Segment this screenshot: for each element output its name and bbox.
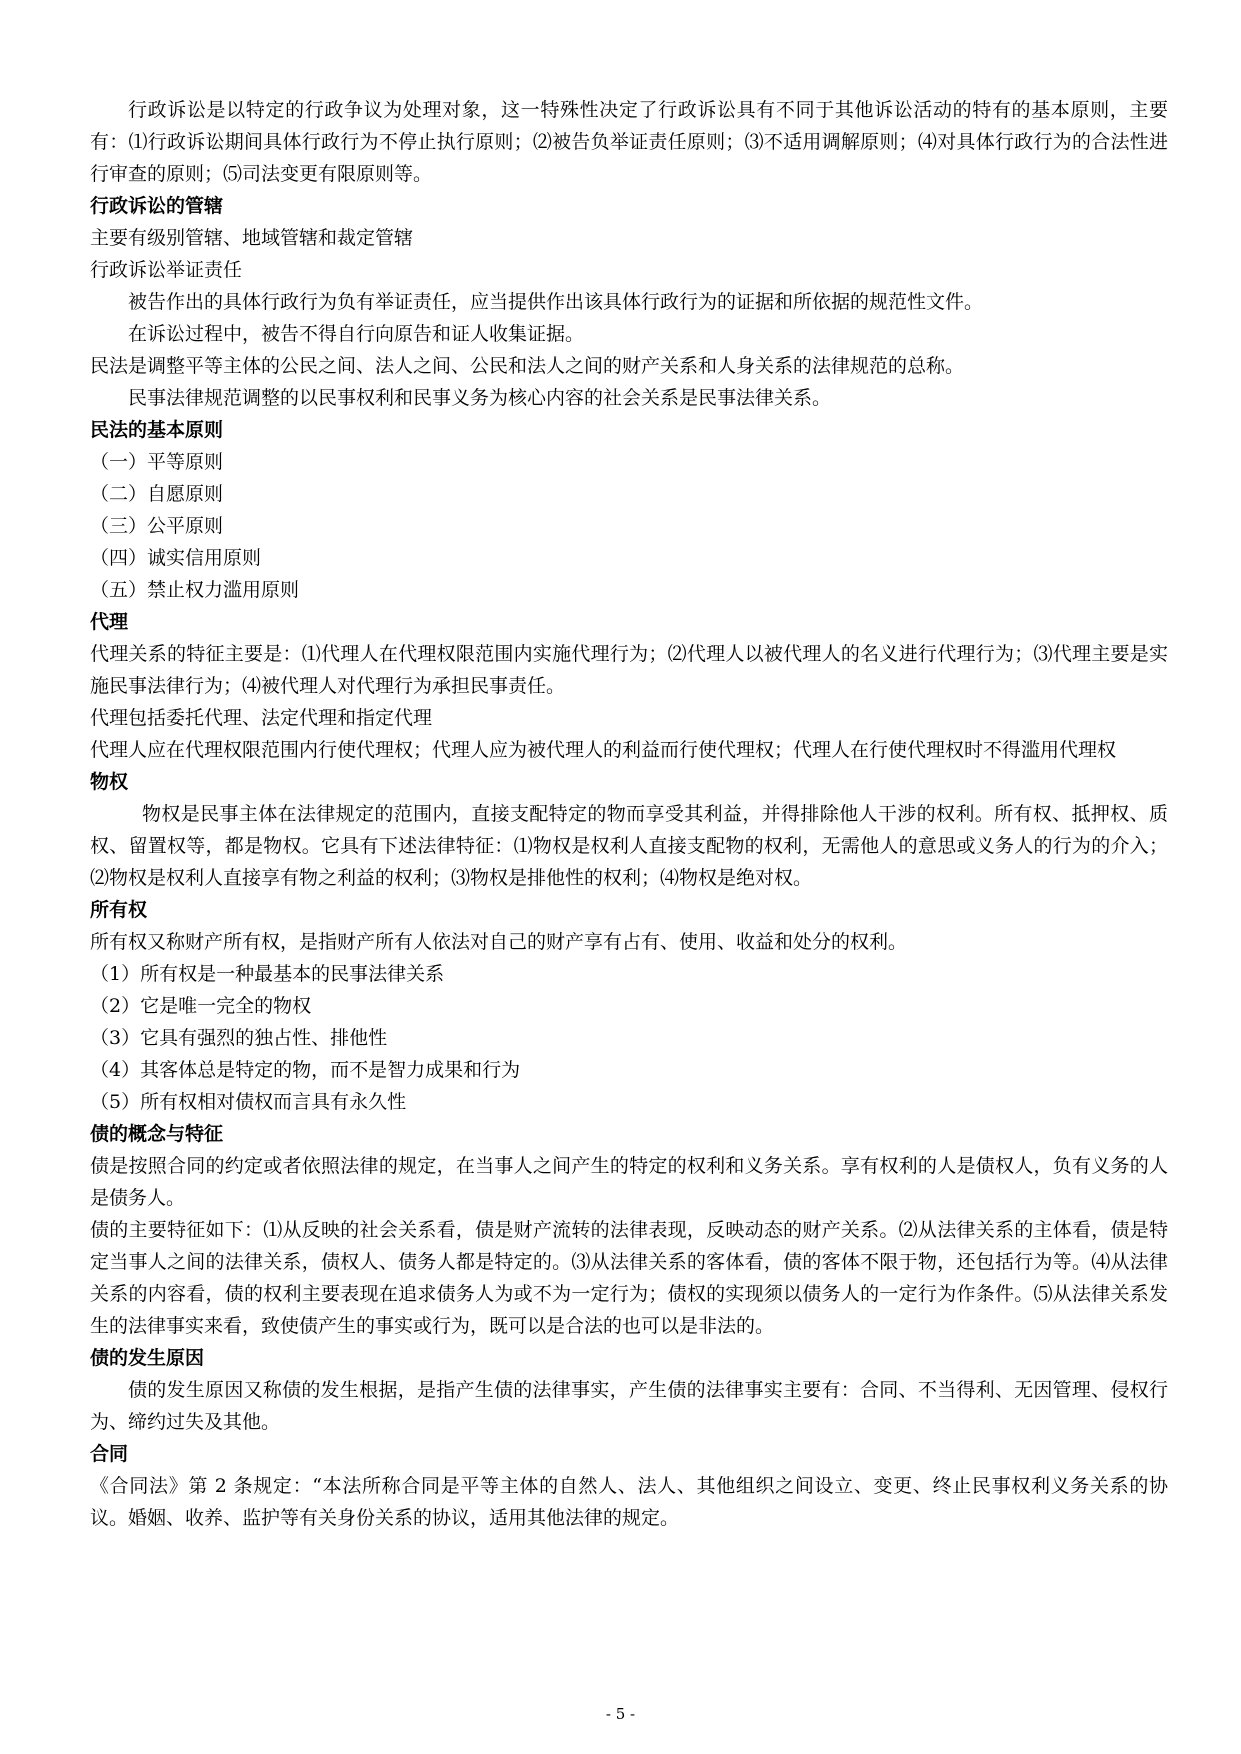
paragraph: 债的发生原因又称债的发生根据，是指产生债的法律事实，产生债的法律事实主要有：合同、不当得利、无因管理、侵权行为、缔约过失及其他。	[90, 1379, 1168, 1433]
page-number: - 5 -	[605, 1705, 636, 1723]
section-heading: 债的概念与特征	[90, 1123, 224, 1145]
paragraph: 债的主要特征如下：⑴从反映的社会关系看，债是财产流转的法律表现，反映动态的财产关系。⑵从法律关系的主体看，债是特定当事人之间的法律关系，债权人、债务人都是特定的。⑶从法律关系的客体看，债的客体不限于物，还包括行为等。⑷从法律关系的内容看，债的权利主要表现在追求债务人为或不为一定行为；债权的实现须以债务人的一定行为作条件。⑸从法律关系发生的法律事实来看，致使债产生的事实或行为，既可以是合法的也可以是非法的。	[90, 1219, 1168, 1337]
document-body	[90, 94, 1168, 1534]
paragraph: 民事法律规范调整的以民事权利和民事义务为核心内容的社会关系是民事法律关系。	[128, 387, 832, 409]
paragraph: 所有权又称财产所有权，是指财产所有人依法对自己的财产享有占有、使用、收益和处分的权利。	[90, 931, 908, 953]
paragraph: （三）公平原则	[90, 515, 224, 537]
paragraph: 行政诉讼是以特定的行政争议为处理对象，这一特殊性决定了行政诉讼具有不同于其他诉讼活动的特有的基本原则，主要有：⑴行政诉讼期间具体行政行为不停止执行原则；⑵被告负举证责任原则；⑶不适用调解原则；⑷对具体行政行为的合法性进行审查的原则；⑸司法变更有限原则等。	[90, 99, 1168, 185]
paragraph: （4）其客体总是特定的物，而不是智力成果和行为	[90, 1059, 521, 1081]
paragraph: 债是按照合同的约定或者依照法律的规定，在当事人之间产生的特定的权利和义务关系。享有权利的人是债权人，负有义务的人是债务人。	[90, 1155, 1168, 1209]
paragraph: （5）所有权相对债权而言具有永久性	[90, 1091, 407, 1113]
section-heading: 代理	[90, 611, 129, 633]
paragraph: 《合同法》第 2 条规定：“本法所称合同是平等主体的自然人、法人、其他组织之间设立、变更、终止民事权利义务关系的协议。婚姻、收养、监护等有关身份关系的协议，适用其他法律的规定。	[90, 1475, 1168, 1529]
paragraph: 代理包括委托代理、法定代理和指定代理	[90, 707, 433, 729]
paragraph: 民法是调整平等主体的公民之间、法人之间、公民和法人之间的财产关系和人身关系的法律规范的总称。	[90, 355, 965, 377]
paragraph: （3）它具有强烈的独占性、排他性	[90, 1027, 388, 1049]
section-heading: 合同	[90, 1443, 129, 1465]
paragraph: （二）自愿原则	[90, 483, 224, 505]
paragraph: （2）它是唯一完全的物权	[90, 995, 312, 1017]
paragraph: 行政诉讼举证责任	[90, 259, 243, 281]
paragraph: 代理人应在代理权限范围内行使代理权；代理人应为被代理人的利益而行使代理权；代理人在行使代理权时不得滥用代理权	[90, 739, 1117, 761]
section-heading: 债的发生原因	[90, 1347, 205, 1369]
paragraph: 在诉讼过程中，被告不得自行向原告和证人收集证据。	[128, 323, 585, 345]
paragraph: （五）禁止权力滥用原则	[90, 579, 300, 601]
paragraph: 主要有级别管辖、地域管辖和裁定管辖	[90, 227, 414, 249]
section-heading: 物权	[90, 771, 129, 793]
paragraph: （四）诚实信用原则	[90, 547, 262, 569]
section-heading: 民法的基本原则	[90, 419, 224, 441]
paragraph: 代理关系的特征主要是：⑴代理人在代理权限范围内实施代理行为；⑵代理人以被代理人的名义进行代理行为；⑶代理主要是实施民事法律行为；⑷被代理人对代理行为承担民事责任。	[90, 643, 1168, 697]
section-heading: 行政诉讼的管辖	[90, 195, 224, 217]
section-heading: 所有权	[90, 899, 148, 921]
paragraph: （1）所有权是一种最基本的民事法律关系	[90, 963, 445, 985]
paragraph: 被告作出的具体行政行为负有举证责任，应当提供作出该具体行政行为的证据和所依据的规范性文件。	[128, 291, 984, 313]
paragraph: 物权是民事主体在法律规定的范围内，直接支配特定的物而享受其利益，并得排除他人干涉的权利。所有权、抵押权、质权、留置权等，都是物权。它具有下述法律特征：⑴物权是权利人直接支配物的权利，无需他人的意思或义务人的行为的介入；⑵物权是权利人直接享有物之利益的权利；⑶物权是排他性的权利；⑷物权是绝对权。	[90, 803, 1168, 889]
paragraph: （一）平等原则	[90, 451, 224, 473]
